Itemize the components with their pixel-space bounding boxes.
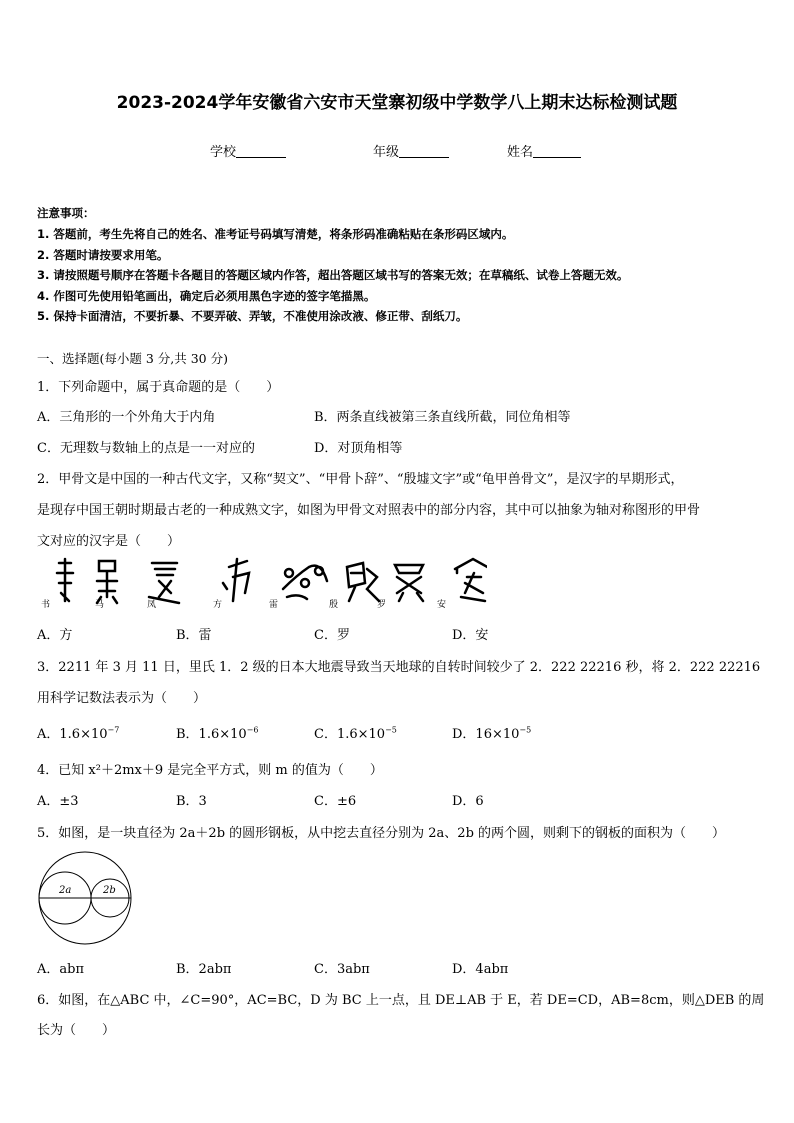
label-2a: 2a (59, 885, 72, 896)
school-field[interactable] (210, 141, 286, 160)
q4-option-c[interactable]: C．±6 (314, 794, 357, 809)
section-heading: 一、选择题(每小题 3 分,共 30 分) (37, 351, 228, 366)
circles-figure (37, 850, 133, 946)
name-field[interactable] (507, 141, 581, 160)
q4-option-d[interactable]: D．6 (452, 794, 484, 809)
glyph-caption: 罗 (377, 600, 387, 610)
q1-option-a[interactable]: A．三角形的一个外角大于内角 (37, 410, 216, 425)
q4-stem: 4．已知 x²＋2mx＋9 是完全平方式，则 m 的值为（ ） (37, 763, 383, 778)
grade-label: 年级 (373, 145, 400, 160)
name-label: 姓名 (507, 145, 534, 160)
note-item: 3. 请按照题号顺序在答题卡各题目的答题区域内作答，超出答题区域书写的答案无效；在草稿纸、试卷上答题无效。 (37, 268, 629, 282)
q5-option-b[interactable]: B．2abπ (176, 962, 232, 977)
q1-option-d[interactable]: D．对顶角相等 (314, 441, 403, 456)
q6-line: 长为（ ） (37, 1023, 116, 1038)
note-item: 1. 答题前，考生先将自己的姓名、准考证号码填写清楚，将条形码准确粘贴在条形码区域内。 (37, 227, 514, 241)
page-title: 2023-2024学年安徽省六安市天堂寨初级中学数学八上期末达标检测试题 (116, 93, 678, 113)
q2-line: 文对应的汉字是（ ） (37, 534, 181, 549)
q6-line: 6．如图，在△ABC 中，∠C=90°，AC=BC，D 为 BC 上一点，且 DE⊥AB 于 E，若 DE=CD，AB=8cm，则△DEB 的周 (37, 993, 765, 1008)
q3-option-d[interactable]: D．$16\times 10^{-5}$ (452, 725, 532, 742)
glyph-caption: 马 (95, 600, 105, 610)
q5-option-c[interactable]: C．3abπ (314, 962, 370, 977)
glyph-caption: 殷 (329, 600, 339, 610)
q3-line: 用科学记数法表示为（ ） (37, 691, 207, 706)
label-2b: 2b (103, 885, 116, 896)
notes-heading: 注意事项： (37, 206, 95, 220)
q1-stem: 1．下列命题中，属于真命题的是（ ） (37, 380, 280, 395)
note-item: 5. 保持卡面清洁，不要折暴、不要弄破、弄皱，不准使用涂改液、修正带、刮纸刀。 (37, 309, 468, 323)
school-label: 学校 (210, 145, 237, 160)
oracle-bone-figure (37, 553, 487, 613)
q2-option-c[interactable]: C．罗 (314, 628, 350, 643)
q3-option-c[interactable]: C．$1.6\times 10^{-5}$ (314, 725, 397, 742)
q2-option-a[interactable]: A．方 (37, 628, 73, 643)
glyph-caption: 安 (437, 600, 447, 610)
q2-line: 2．甲骨文是中国的一种古代文字，又称“契文”、“甲骨卜辞”、“殷墟文字”或“龟甲兽骨文”，是汉字的早期形式， (37, 472, 684, 487)
glyph-caption: 凤 (147, 600, 157, 610)
q5-stem: 5．如图，是一块直径为 2a＋2b 的圆形钢板，从中挖去直径分别为 2a、2b 的两个圆，则剩下的钢板的面积为（ ） (37, 826, 726, 841)
q2-line: 是现存中国王朝时期最古老的一种成熟文字，如图为甲骨文对照表中的部分内容，其中可以抽象为轴对称图形的甲骨 (37, 503, 701, 518)
note-item: 2. 答题时请按要求用笔。 (37, 248, 169, 262)
q5-option-d[interactable]: D．4abπ (452, 962, 509, 977)
grade-field[interactable] (373, 141, 449, 160)
q4-option-b[interactable]: B．3 (176, 794, 207, 809)
q4-option-a[interactable]: A．±3 (37, 794, 79, 809)
q2-option-b[interactable]: B．雷 (176, 628, 212, 643)
glyph-caption: 方 (213, 600, 223, 610)
q3-option-a[interactable]: A．$1.6\times 10^{-7}$ (37, 725, 120, 742)
q1-option-b[interactable]: B．两条直线被第三条直线所截，同位角相等 (314, 410, 571, 425)
q3-option-b[interactable]: B．$1.6\times 10^{-6}$ (176, 725, 259, 742)
glyph-caption: 雷 (269, 600, 279, 610)
q2-option-d[interactable]: D．安 (452, 628, 489, 643)
q1-option-c[interactable]: C．无理数与数轴上的点是一一对应的 (37, 441, 255, 456)
q3-line: 3．2211 年 3 月 11 日，里氏 1．2 级的日本大地震导致当天地球的自转时间较少了 2．222 22216 秒，将 2．222 22216 (37, 660, 761, 675)
q5-option-a[interactable]: A．abπ (37, 962, 85, 977)
oracle-glyphs-image (37, 553, 487, 613)
glyph-caption: 书 (41, 600, 51, 610)
note-item: 4. 作图可先使用铅笔画出，确定后必须用黑色字迹的签字笔描黑。 (37, 289, 376, 303)
